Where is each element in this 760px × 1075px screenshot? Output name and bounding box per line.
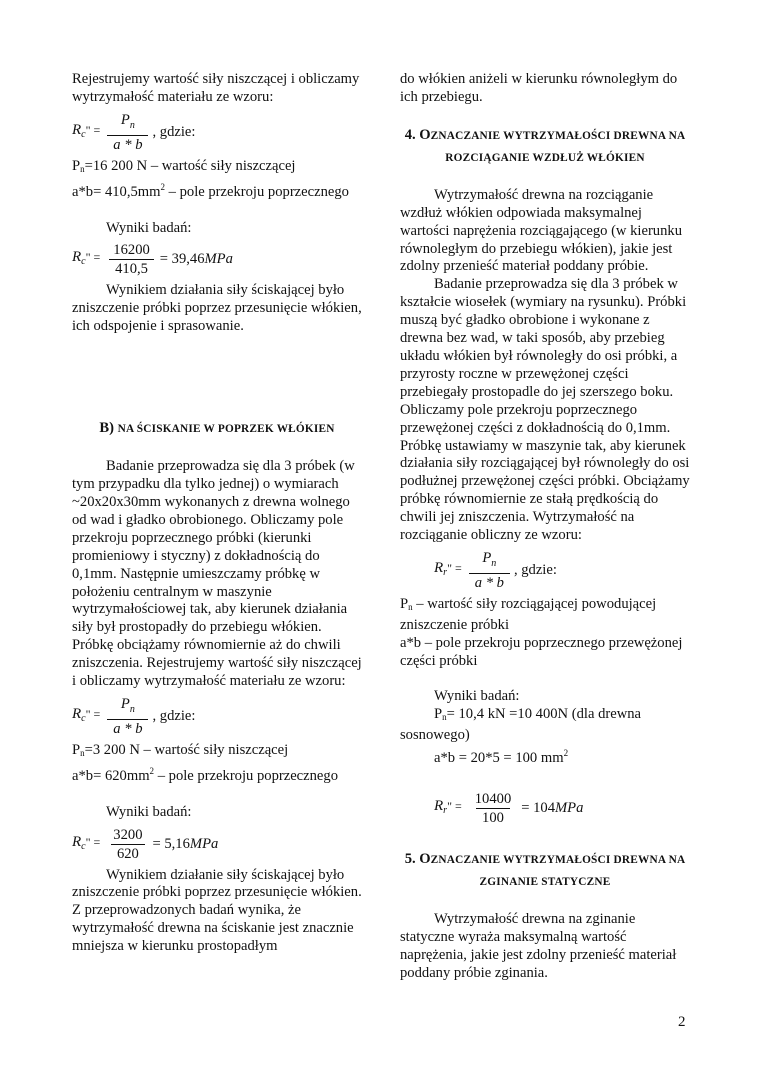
fraction — [107, 695, 148, 739]
heading-initial: O — [419, 851, 431, 868]
symbol: P — [72, 741, 81, 758]
formula-symbol: R — [72, 121, 82, 138]
definition-text: =16 200 N – wartość siły niszczącej — [84, 157, 296, 174]
definition-text: a*b= 620mm — [72, 767, 150, 784]
result-pn — [400, 706, 690, 745]
heading-text: ZNACZANIE WYTRZYMAŁOŚCI DREWNA NA ROZCIĄGANIE WZDŁUŻ WŁÓKIEN — [430, 129, 686, 164]
result-unit: MPa — [189, 835, 219, 852]
subscript: n — [80, 163, 85, 174]
numerator-subscript: n — [491, 557, 497, 569]
heading-text: NA ŚCISKANIE W POPRZEK WŁÓKIEN — [117, 423, 335, 436]
result-text: = 10,4 kN =10 400N (dla drewna sosnowego) — [400, 706, 642, 744]
formula-result — [72, 826, 362, 864]
denominator: 100 — [476, 808, 510, 828]
paragraph: Wytrzymałość drewna na rozciąganie wzdłuż włókien odpowiada maksymalnej wartości naprężenia rozciągającego (w kierunku równoległym do przebiegu włókien), jakie jest zdolny przenieść materiał poddany próbie. — [400, 186, 682, 275]
numerator: P — [120, 695, 130, 712]
numerator: 10400 — [474, 791, 512, 808]
superscript: 2 — [563, 748, 569, 759]
numerator: P — [482, 549, 492, 566]
definition-ab — [72, 763, 362, 786]
heading-number: 4. — [404, 126, 416, 143]
paragraph: Rejestrujemy wartość siły niszczącej i obliczamy wytrzymałość materiału ze wzoru: — [72, 71, 360, 105]
denominator: a * b — [113, 720, 143, 737]
formula-subscript: c — [81, 712, 86, 724]
numerator: 16200 — [113, 242, 150, 259]
denominator: a * b — [474, 574, 504, 591]
subscript: n — [80, 747, 85, 758]
definition-pn — [400, 596, 690, 635]
fraction — [469, 549, 510, 593]
formula-tail: , gdzie: — [152, 123, 196, 140]
formula-rr — [434, 549, 690, 593]
heading-text: ZNACZANIE WYTRZYMAŁOŚCI DREWNA NA ZGINANIE STATYCZNE — [430, 854, 686, 889]
paragraph: Badanie przeprowadza się dla 3 próbek (w tym przypadku dla tylko jednej) o wymiarach ~20x20x30mm wykonanych z drewna wolnego od wad i gładko obrobionego. Obliczamy pole przekroju poprzecznego próbki (kierunki promieniowy i styczny) z dokładnością do 0,1mm. Następnie umieszczamy próbkę w położeniu centralnym w maszynie wytrzymałościowej tak, aby kierunek działania siły był prostopadły do przebiegu włókien. Próbkę obciążamy równomiernie aż do chwili zniszczenia. Rejestrujemy wartość siły niszczącej i obliczamy wytrzymałość materiału ze wzoru: — [72, 458, 362, 690]
fraction — [469, 790, 517, 828]
formula-symbol: R — [72, 705, 82, 722]
formula-rc — [72, 111, 362, 155]
result-text: a*b = 20*5 = 100 mm — [434, 750, 564, 767]
definition-ab: a*b – pole przekroju poprzecznego przewężonej części próbki — [400, 634, 683, 669]
section-heading-5 — [400, 849, 690, 893]
formula-subscript: c — [81, 128, 86, 140]
formula-equals: " = — [85, 250, 101, 265]
section-heading-b — [72, 418, 362, 440]
heading-number: B) — [99, 420, 114, 437]
subscript: n — [408, 601, 413, 612]
definition-pn — [72, 158, 362, 179]
formula-symbol: R — [72, 833, 82, 850]
paragraph: do włókien aniżeli w kierunku równoległym do ich przebiegu. — [400, 71, 678, 105]
paragraph: Badanie przeprowadza się dla 3 próbek w kształcie wiosełek (wymiary na rysunku). Próbki muszą być gładko obrobione i wykonane z drewna bez wad, w taki sposób, aby przebieg układu włókien był równoległy do osi próbki, a przyrosty roczne w przewężonej części przebiegały prostopadle do jej szerszego boku. Obliczamy pole przekroju poprzecznego przewężonej części z dokładnością do 0,1mm. Próbkę ustawiamy w maszynie tak, aby kierunek działania siły rozciągającej był równoległy do osi podłużnej przewężonej części próbki. Obciążamy próbkę równomiernie ze stałą prędkością do chwili jej zniszczenia. Wytrzymałość na rozciąganie obliczny ze wzoru: — [400, 276, 690, 544]
formula-symbol: R — [434, 559, 444, 576]
denominator: 620 — [111, 844, 145, 864]
result-value: = 5,16 — [152, 835, 190, 852]
numerator-subscript: n — [129, 703, 135, 715]
result-value: = 104 — [521, 800, 556, 817]
formula-subscript: c — [81, 840, 86, 852]
superscript: 2 — [149, 765, 155, 776]
fraction — [107, 111, 148, 155]
section-heading-4 — [400, 125, 690, 169]
formula-result — [72, 241, 362, 279]
formula-equals: " = — [447, 799, 462, 814]
formula-subscript: r — [443, 805, 448, 817]
results-label: Wyniki badań: — [106, 803, 192, 820]
paragraph: Wytrzymałość drewna na zginanie statyczne wyraża maksymalną wartość naprężenia, jakie jest zdolny przenieść materiał poddany próbie zginania. — [400, 911, 677, 981]
left-column — [72, 71, 362, 956]
definition-text: – pole przekroju poprzecznego — [154, 767, 339, 784]
result-unit: MPa — [204, 251, 233, 268]
results-label: Wyniki badań: — [106, 219, 192, 236]
heading-initial: O — [419, 126, 431, 143]
results-label: Wyniki badań: — [434, 688, 520, 705]
definition-text: =3 200 N – wartość siły niszczącej — [84, 741, 289, 758]
definition-pn — [72, 742, 362, 763]
formula-equals: " = — [85, 706, 101, 721]
formula-equals: " = — [85, 122, 101, 137]
formula-subscript: c — [81, 256, 86, 268]
formula-subscript: r — [443, 566, 448, 578]
formula-result — [434, 790, 690, 828]
formula-symbol: R — [434, 798, 444, 815]
formula-tail: , gdzie: — [152, 707, 196, 724]
definition-text: – wartość siły rozciągającej powodującej zniszczenie próbki — [400, 595, 657, 633]
numerator-subscript: n — [129, 119, 135, 131]
denominator: 410,5 — [109, 259, 154, 279]
fraction — [107, 241, 155, 279]
paragraph: Wynikiem działania siły ściskającej było zniszczenie próbki poprzez przesunięcie włókien, ich odspojenie i sprasowanie. — [72, 282, 362, 335]
formula-tail: , gdzie: — [513, 561, 557, 578]
numerator: P — [120, 111, 130, 128]
numerator: 3200 — [113, 826, 143, 843]
formula-equals: " = — [85, 834, 101, 849]
result-unit: MPa — [555, 800, 584, 817]
definition-text: a*b= 410,5mm — [72, 183, 161, 200]
symbol: P — [72, 157, 81, 174]
formula-symbol: R — [72, 249, 82, 266]
subscript: n — [442, 712, 447, 723]
paragraph: Wynikiem działanie siły ściskającej było zniszczenie próbki poprzez przesunięcie włókien. Z przeprowadzonych badań wynika, że wytrzymałość drewna na ściskanie jest znacznie mniejsza w kierunku prostopadłym — [72, 866, 362, 955]
definition-ab — [72, 179, 362, 202]
page-number: 2 — [678, 1014, 686, 1030]
denominator: a * b — [113, 136, 143, 153]
fraction — [107, 826, 148, 864]
right-column — [400, 71, 690, 983]
symbol: P — [434, 706, 443, 723]
superscript: 2 — [160, 181, 165, 192]
heading-number: 5. — [404, 851, 416, 868]
definition-text: – pole przekroju poprzecznego — [165, 183, 349, 200]
symbol: P — [400, 595, 409, 612]
formula-equals: " = — [447, 560, 462, 575]
formula-rc — [72, 695, 362, 739]
result-value: = 39,46 — [159, 251, 205, 268]
result-ab — [400, 745, 690, 768]
